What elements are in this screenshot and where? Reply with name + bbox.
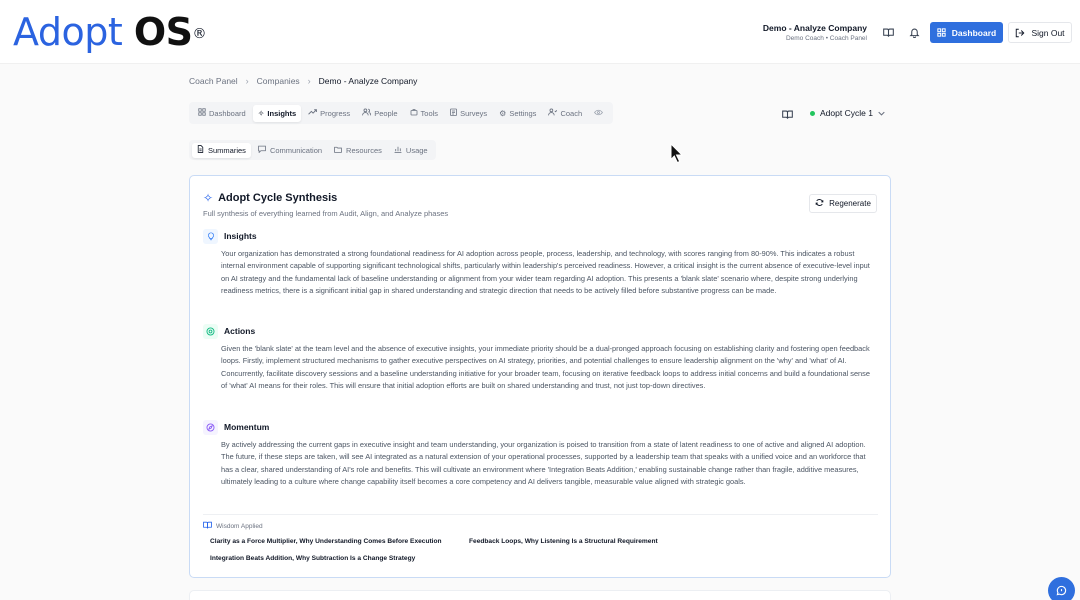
tab-label: Coach: [560, 108, 583, 118]
subtab-label: Usage: [405, 145, 428, 155]
subtab-label: Summaries: [208, 145, 246, 155]
sub-tab-bar: [189, 140, 436, 160]
wisdom-chip[interactable]: Clarity as a Force Multiplier, Why Understanding Comes Before Execution: [204, 535, 448, 547]
logout-icon: [1015, 28, 1025, 38]
subtab-label: Communication: [269, 145, 323, 155]
actions-title: Actions: [224, 326, 256, 336]
subtab-summaries[interactable]: [192, 143, 251, 158]
card-title-text: Adopt Cycle Synthesis: [218, 192, 338, 204]
document-icon: [197, 145, 204, 155]
tab-label: Progress: [320, 108, 351, 118]
coach-icon: [548, 108, 557, 118]
card-title: [203, 191, 337, 205]
tab-label: Dashboard: [209, 108, 246, 118]
tab-coach[interactable]: [543, 105, 587, 122]
logo-os-text: OS: [133, 10, 193, 54]
adopt-os-logo[interactable]: [13, 8, 206, 56]
refresh-icon: [815, 198, 824, 209]
chevron-down-icon: [878, 108, 885, 118]
breadcrumb-current-company: Demo - Analyze Company: [318, 76, 418, 86]
logo-adopt-text: Adopt: [13, 10, 123, 54]
momentum-section: [203, 419, 879, 489]
synthesis-card: [189, 175, 891, 578]
breadcrumb-companies[interactable]: Companies: [256, 76, 300, 86]
tab-label: Insights: [267, 108, 297, 118]
breadcrumb-coach-panel[interactable]: Coach Panel: [189, 76, 238, 86]
insights-section: [203, 228, 879, 298]
company-info: [763, 23, 867, 42]
tab-people[interactable]: [357, 105, 402, 122]
insights-body: Your organization has demonstrated a strong foundational readiness for AI adoption across people, process, leadership, and technology, with scores ranging from 80-90%. This indicates a robust internal environment capable of supporting significant technological shifts, particularly within leadership's perceived readiness. However, a critical insight is the current absence of executive-level input on AI strategy and the fundamental lack of baseline understanding or alignment from your wider team regarding AI adoption. This presents a 'blank slate' scenario where, despite strong underlying readiness metrics, there is a significant initial gap in shared understanding and strategic direction that needs to be actively filled before substantive progress can be made.: [221, 249, 870, 296]
subtab-usage[interactable]: [389, 143, 433, 158]
cycle-select-label: Adopt Cycle 1: [820, 108, 873, 118]
breadcrumb: [189, 76, 417, 86]
bar-chart-icon: [394, 145, 402, 155]
top-header: [0, 0, 1080, 64]
wisdom-applied-label: [203, 521, 263, 531]
cycle-status-dot: [810, 111, 815, 116]
wisdom-chip[interactable]: Feedback Loops, Why Listening Is a Structural Requirement: [463, 535, 664, 547]
tab-insights[interactable]: [253, 105, 301, 122]
folder-icon: [334, 146, 342, 155]
momentum-heading: [203, 419, 879, 435]
insights-title: Insights: [224, 231, 257, 241]
tab-label: People: [374, 108, 398, 118]
breadcrumb-separator: ›: [307, 76, 311, 86]
breadcrumb-separator: ›: [245, 76, 249, 86]
company-name: Demo - Analyze Company: [762, 23, 867, 33]
subtab-resources[interactable]: [329, 143, 387, 158]
eye-icon: [594, 109, 603, 118]
company-subtitle: Demo Coach • Coach Panel: [785, 35, 867, 42]
sparkles-icon: ✧: [203, 191, 214, 205]
chat-help-button[interactable]: [1048, 577, 1075, 600]
chat-bubble-icon: [1056, 585, 1067, 596]
wrench-icon: [410, 108, 418, 118]
dashboard-grid-icon: [937, 28, 946, 37]
users-icon: [362, 108, 371, 118]
compass-icon: [203, 420, 218, 435]
actions-heading: [203, 323, 879, 339]
tab-label: Tools: [420, 108, 439, 118]
momentum-title: Momentum: [224, 422, 270, 432]
dashboard-button-label: Dashboard: [951, 27, 997, 38]
grid-icon: [198, 108, 206, 118]
open-book-icon: [203, 521, 212, 531]
sparkle-icon: ✧: [257, 108, 265, 118]
mouse-cursor-icon: [670, 143, 684, 168]
wisdom-applied-text: Wisdom Applied: [216, 522, 263, 530]
tab-settings[interactable]: [494, 105, 541, 122]
tab-tools[interactable]: [405, 105, 444, 122]
trend-icon: [308, 108, 317, 118]
book-icon[interactable]: [880, 24, 896, 40]
next-card-edge: [189, 590, 891, 600]
tab-progress[interactable]: [303, 105, 355, 122]
tab-surveys[interactable]: [445, 105, 492, 122]
sign-out-label: Sign Out: [1031, 27, 1065, 38]
target-icon: [203, 324, 218, 339]
regenerate-label: Regenerate: [829, 199, 871, 208]
gear-icon: ⚙: [499, 108, 507, 118]
actions-body: Given the 'blank slate' at the team level and the absence of executive insights, your immediate priority should be a dual-pronged approach focusing on establishing clarity and fostering open feedback loops. Firstly, implement structured mechanisms to gather executive perspectives on AI strategy, priorities, and potential challenges to ensure leadership alignment on the 'why' and 'what' of AI. Concurrently, facilitate discovery sessions and a baseline understanding initiative for your broader team, focusing on iterative feedback loops to address initial concerns and build a foundational sense of 'what' AI means for their roles. This will ensure that initial adoption efforts are built on shared understanding and trust, not just top-down directives.: [221, 344, 870, 391]
tab-preview[interactable]: [589, 105, 608, 122]
tab-dashboard[interactable]: [193, 105, 251, 122]
insights-heading: [203, 228, 879, 244]
regenerate-button[interactable]: [809, 194, 877, 213]
subtab-label: Resources: [346, 145, 382, 155]
logo-registered-mark: ®: [192, 26, 206, 42]
chat-icon: [258, 145, 266, 155]
divider: [203, 514, 878, 515]
clipboard-icon: [450, 108, 457, 118]
cycle-select[interactable]: [804, 103, 890, 123]
wisdom-chip[interactable]: Integration Beats Addition, Why Subtraction Is a Change Strategy: [204, 552, 421, 564]
lightbulb-icon: [203, 229, 218, 244]
tab-label: Settings: [509, 108, 537, 118]
card-subtitle: Full synthesis of everything learned from Audit, Align, and Analyze phases: [203, 209, 449, 218]
subtab-communication[interactable]: [253, 143, 327, 158]
bell-icon[interactable]: [906, 24, 922, 40]
main-tab-bar: [189, 102, 613, 124]
momentum-body: By actively addressing the current gaps in executive insight and team understanding, your organization is poised to transition from a state of latent readiness to one of active and aligned AI adoption. The future, if these steps are taken, will see AI integrated as a natural extension of your operational processes, supported by a leadership team that speaks with a unified voice and an workforce that has a clear, shared understanding of AI's role and benefits. This will cultivate an environment where 'Integration Beats Addition,' enabling sustainable change rather than fragile, additive measures, ultimately leading to a culture where change capability itself becomes a core competency and AI delivers tangible, measurable value aligned with strategic goals.: [221, 440, 866, 487]
actions-section: [203, 323, 879, 393]
sign-out-button[interactable]: [1008, 22, 1072, 43]
guide-book-icon[interactable]: [782, 107, 794, 119]
tab-label: Surveys: [460, 108, 488, 118]
dashboard-button[interactable]: [930, 22, 1003, 43]
